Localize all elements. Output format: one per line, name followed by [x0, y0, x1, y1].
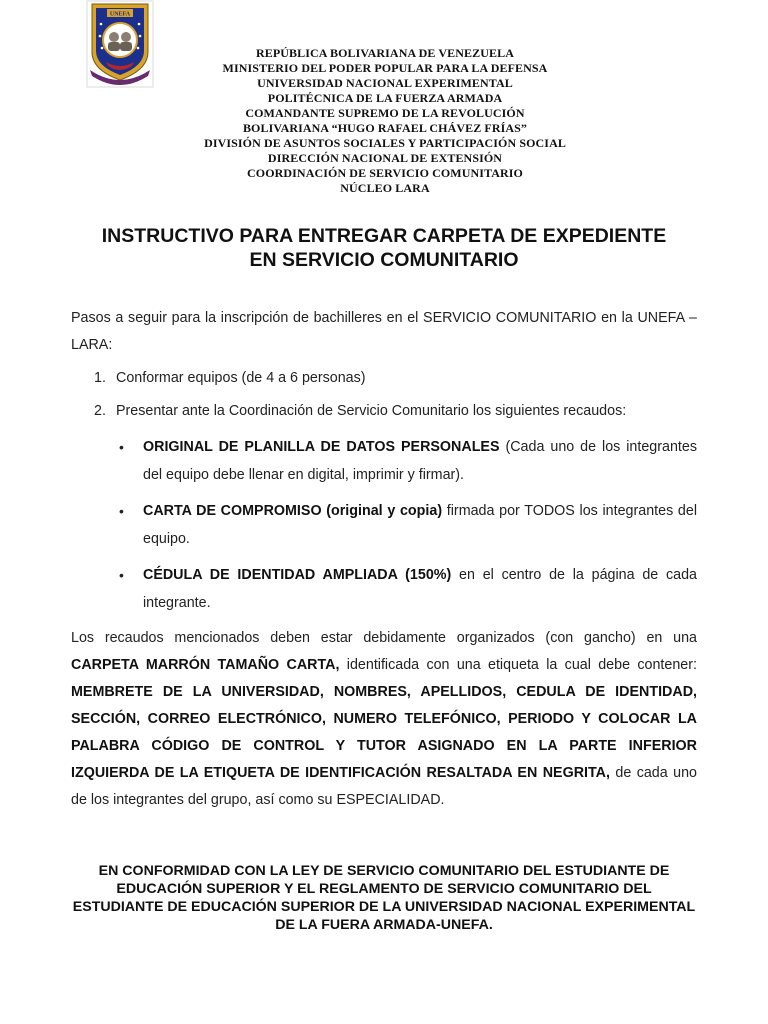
- letterhead: [170, 46, 600, 196]
- document-body: [71, 305, 697, 814]
- letterhead-line: POLITÉCNICA DE LA FUERZA ARMADA: [267, 91, 503, 105]
- svg-text:UNEFA: UNEFA: [109, 11, 131, 18]
- bullet-icon: •: [119, 503, 124, 519]
- requirements-list: [71, 433, 697, 617]
- letterhead-line: DIRECCIÓN NACIONAL DE EXTENSIÓN: [267, 151, 503, 165]
- organization-text: de cada uno de los integrantes del grupo, así como su ESPECIALIDAD.: [71, 765, 697, 808]
- requirement-item: [71, 561, 697, 617]
- requirement-item: [71, 433, 697, 489]
- step-number: 2.: [94, 403, 106, 419]
- requirement-item: [71, 497, 697, 553]
- step-item: [71, 365, 697, 392]
- organization-text: identificada con una etiqueta la cual debe contener:: [339, 657, 697, 673]
- intro-paragraph: Pasos a seguir para la inscripción de bachilleres en el SERVICIO COMUNITARIO en la UNEFA – LARA:: [71, 310, 697, 353]
- title-line-2: EN SERVICIO COMUNITARIO: [249, 249, 519, 271]
- label-contents: MEMBRETE DE LA UNIVERSIDAD, NOMBRES, APELLIDOS, CEDULA DE IDENTIDAD, SECCIÓN, CORREO ELECTRÓNICO, NUMERO TELEFÓNICO, PERIODO Y COLOCAR LA PALABRA CÓDIGO DE CONTROL Y TUTOR ASIGNADO EN LA PARTE INFERIOR IZQUIERDA DE LA ETIQUETA DE IDENTIFICACIÓN RESALTADA EN NEGRITA,: [71, 684, 697, 781]
- closing-statement: EN CONFORMIDAD CON LA LEY DE SERVICIO COMUNITARIO DEL ESTUDIANTE DE EDUCACIÓN SUPERIOR Y EL REGLAMENTO DE SERVICIO COMUNITARIO DEL ESTUDIANTE DE EDUCACIÓN SUPERIOR DE LA UNIVERSIDAD NACIONAL EXPERIMENTAL DE LA FUERA ARMADA-UNEFA.: [72, 863, 696, 933]
- bullet-icon: •: [119, 567, 124, 583]
- requirement-text: firmada por TODOS los integrantes del equipo.: [143, 503, 697, 547]
- steps-list: [71, 365, 697, 425]
- step-text: Conformar equipos (de 4 a 6 personas): [116, 370, 366, 386]
- requirement-title: CÉDULA DE IDENTIDAD AMPLIADA (150%): [143, 567, 452, 583]
- requirement-title: CARTA DE COMPROMISO (original y copia): [143, 503, 443, 519]
- letterhead-line: NÚCLEO LARA: [340, 181, 430, 195]
- letterhead-line: BOLIVARIANA “HUGO RAFAEL CHÁVEZ FRÍAS”: [242, 121, 528, 135]
- letterhead-line: MINISTERIO DEL PODER POPULAR PARA LA DEFENSA: [222, 61, 548, 75]
- letterhead-line: COORDINACIÓN DE SERVICIO COMUNITARIO: [247, 166, 523, 180]
- university-crest-logo: [86, 0, 154, 88]
- organization-text: Los recaudos mencionados deben estar debidamente organizados (con gancho) en una: [71, 630, 697, 646]
- letterhead-line: REPÚBLICA BOLIVARIANA DE VENEZUELA: [255, 46, 515, 60]
- step-text: Presentar ante la Coordinación de Servicio Comunitario los siguientes recaudos:: [116, 403, 627, 419]
- requirement-text: en el centro de la página de cada integrante.: [143, 567, 697, 611]
- bullet-icon: •: [119, 439, 124, 455]
- requirement-title: ORIGINAL DE PLANILLA DE DATOS PERSONALES: [143, 439, 500, 455]
- letterhead-line: UNIVERSIDAD NACIONAL EXPERIMENTAL: [257, 76, 513, 90]
- letterhead-line: DIVISIÓN DE ASUNTOS SOCIALES Y PARTICIPACIÓN SOCIAL: [204, 136, 566, 150]
- document-title: [60, 224, 708, 272]
- title-line-1: INSTRUCTIVO PARA ENTREGAR CARPETA DE EXPEDIENTE: [101, 225, 667, 247]
- step-number: 1.: [94, 370, 106, 386]
- organization-paragraph: [71, 625, 697, 814]
- folder-requirement: CARPETA MARRÓN TAMAÑO CARTA,: [71, 657, 340, 673]
- requirement-text: (Cada uno de los integrantes del equipo debe llenar en digital, imprimir y firmar).: [143, 439, 697, 483]
- step-item: [71, 398, 697, 425]
- letterhead-line: COMANDANTE SUPREMO DE LA REVOLUCIÓN: [245, 106, 525, 120]
